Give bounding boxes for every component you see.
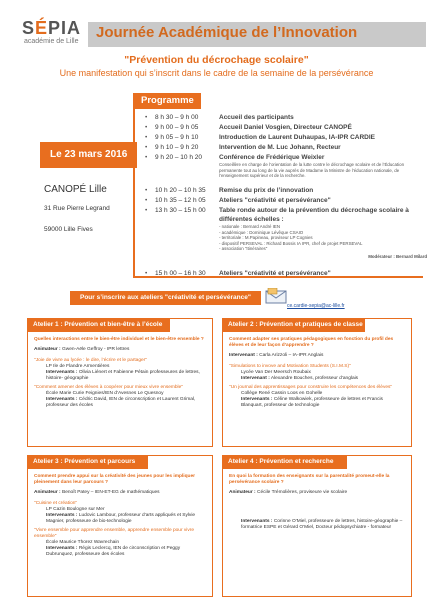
project-speakers: Intervenants : Céline Walkowiek, professeure de lettres et Francis Blanquart, professeur de technologie (241, 397, 383, 408)
schedule-text: Ateliers "créativité et persévérance" (219, 197, 331, 204)
project-title: "Un journal des apprentissages pour construire les compétences des élèves" (229, 385, 393, 390)
bullet-icon: • (145, 134, 148, 141)
atelier-4-card (222, 455, 412, 597)
event-subtitle: "Prévention du décrochage scolaire" (124, 54, 309, 66)
atelier-3-card (27, 455, 213, 597)
schedule-text: Remise du prix de l’innovation (219, 187, 314, 194)
panel-member: - association "Itinéraires" (219, 246, 268, 252)
logo-wordmark: SÉPIA (22, 18, 82, 38)
schedule-item (145, 123, 430, 132)
sepia-logo (22, 18, 88, 50)
registration-banner: Pour s’inscrire aux ateliers "créativité et persévérance" (70, 291, 261, 305)
schedule-time: 9 h 05 – 9 h 10 (155, 134, 199, 141)
panel-member: - nationale : Bernard André IEN (219, 224, 281, 229)
schedule-item (145, 133, 430, 142)
project-speakers: Intervenants : Régis Leclercq, IEN de circonscription et Peggy Dubrunquez, professeure des écoles (46, 546, 181, 557)
project-speakers: Intervenants : Ludovic Lambour, professeur d’arts appliqués et Sylvie Magnier, professeure de bio-technologie (46, 513, 196, 524)
project-title: "Simulations to invove and Motivation Students (S.I.M.S)" (229, 364, 351, 369)
atelier-title: Atelier 1 : Prévention et bien-être à l’école (28, 319, 170, 332)
venue-address-city: 59000 Lille Fives (44, 226, 93, 233)
atelier-question: En quoi la formation des enseignants sur la parentalité promeut-elle la persévérance scolaire ? (229, 474, 390, 485)
bullet-icon: • (145, 154, 148, 161)
atelier-body (34, 474, 207, 558)
project-school: École Maurice Thorez Wavrechain (46, 540, 120, 545)
panel-member: - académique : Dominique Lévêque CSAIO (219, 229, 304, 235)
atelier-question: Comment adapter ses pratiques pédagogiques en fonction du profil des élèves et de leur façon d’apprendre ? (229, 337, 394, 348)
schedule-item (145, 206, 430, 268)
schedule-text: Accueil Daniel Vosgien, Directeur CANOPÉ (219, 124, 352, 131)
schedule-item (145, 269, 430, 278)
atelier-title: Atelier 4 : Prévention et recherche (223, 456, 347, 469)
atelier-animateur: Animateur : Cécile Trémolières, proviseure vie scolaire (229, 490, 348, 495)
schedule-time: 9 h 10 – 9 h 20 (155, 144, 199, 151)
moderator: Modérateur : Bernard Milard (368, 253, 427, 259)
schedule-item (145, 113, 430, 122)
project-speakers: Intervenant : Alexandre Bouches, professeur d’anglais (241, 376, 359, 381)
bullet-icon: • (145, 207, 148, 214)
schedule-title: Conférence de Frédérique Weixler (219, 154, 325, 161)
speaker-note: Conseillère en charge de l’orientation de la lutte contre le décrochage scolaire et de l’Éducation permanente tout au long de la vie auprès de Madame la Ministre de l’éducation nationale, de l’enseignement supérieur et de la recherche. (219, 162, 405, 179)
atelier-body (34, 337, 207, 409)
spacer (229, 501, 406, 519)
venue-address-street: 31 Rue Pierre Legrand (44, 205, 110, 212)
schedule-text: Accueil des participants (219, 114, 294, 121)
schedule-time: 8 h 30 – 9 h 00 (155, 114, 199, 121)
event-tagline: Une manifestation qui s’inscrit dans le cadre de la semaine de la persévérance (59, 68, 374, 78)
project-speakers: Intervenants : Corinne O’Miel, professeure de lettres, histoire-géographie – formatrice ESPE et Gérard O’Miel, Docteur pédopsychiatre - formateur (241, 519, 403, 530)
schedule-time: 13 h 30 – 15 h 00 (155, 207, 206, 214)
project-title: "Joie de vivre au lycée : le dire, l’écrire et le partager" (34, 358, 147, 363)
project-speakers: Intervenants : Cédric David, IEN de circonscription et Laurent Grimal, professeur des écoles (46, 397, 196, 408)
schedule-item (145, 196, 430, 205)
atelier-body (229, 474, 406, 531)
project-school: LP Cazin Boulogne sur Mer (46, 507, 105, 512)
atelier-animateur: Intervenant : Carla Arizzoli – IA-IPR Anglais (229, 353, 324, 358)
schedule-time: 15 h 00 – 16 h 30 (155, 270, 206, 277)
bullet-icon: • (145, 197, 148, 204)
panel-member: - dispositif PERSEVAL : Richard Bossis IA IPR, chef de projet PERSEVAL (219, 240, 363, 246)
atelier-title: Atelier 2 : Prévention et pratiques de classe (223, 319, 365, 332)
atelier-2-card (222, 318, 412, 447)
schedule-text (219, 153, 427, 179)
event-date: Le 23 mars 2016 (40, 142, 137, 168)
atelier-question: Comment prendre appui sur la créativité des jeunes pour les impliquer pleinement dans leur parcours ? (34, 474, 196, 485)
bullet-icon: • (145, 187, 148, 194)
project-title: "Vivre ensemble pour apprendre ensemble, apprendre ensemble pour vivre ensemble" (34, 528, 195, 539)
panel-member: - territoriale : M.Papineau, proviseur LP Cognies (219, 235, 313, 241)
schedule-text: Intervention de M. Luc Johann, Recteur (219, 144, 341, 151)
schedule-text: Introduction de Laurent Duhaupas, IA-IPR CARDIE (219, 134, 376, 141)
schedule-title: Table ronde autour de la prévention du décrochage scolaire à différentes échelles : (219, 207, 409, 223)
project-school: LP Ile de Flandre Armentières (46, 364, 110, 369)
bullet-icon: • (145, 270, 148, 277)
schedule-item (145, 143, 430, 152)
schedule-item (145, 186, 430, 195)
project-school: Collège René Cassin Loos en Gohelle (241, 391, 323, 396)
programme-tab: Programme (133, 93, 201, 109)
schedule-item (145, 153, 430, 185)
atelier-animateur: Animateur : Gwen-Aële Geffroy - IPR lettres (34, 347, 130, 352)
project-school: Lycée Van Der Meersch Roubaix (241, 370, 311, 375)
project-title: "Cuisine et création" (34, 501, 78, 506)
header (0, 0, 433, 50)
project-school: École Marie Curie Feignies/IEN d’Avesnes Le Quesnoy (46, 391, 164, 396)
mail-icon (265, 288, 287, 304)
schedule (145, 113, 430, 279)
schedule-time: 9 h 00 – 9 h 05 (155, 124, 199, 131)
atelier-animateur: Animateur : Benoît Patey – IEN-ET-EG de mathématiques (34, 490, 160, 495)
atelier-title: Atelier 3 : Prévention et parcours (28, 456, 148, 469)
project-speakers: Intervenants : Olivia Liénert et Fabienne Pétain professeures de lettres, histoire- géographie (46, 370, 200, 381)
project-title: "Comment amener des élèves à coopérer pour mieux vivre ensemble" (34, 385, 183, 390)
schedule-time: 10 h 35 – 12 h 05 (155, 197, 206, 204)
logo-subtitle: académie de Lille (24, 38, 79, 45)
schedule-text: Ateliers "créativité et persévérance" (219, 270, 331, 277)
atelier-question: Quelles interactions entre le bien-être individuel et le bien-être ensemble ? (34, 337, 204, 342)
atelier-1-card (27, 318, 213, 447)
bullet-icon: • (145, 114, 148, 121)
atelier-body (229, 337, 406, 409)
bullet-icon: • (145, 124, 148, 131)
page-title: Journée Académique de l’Innovation (96, 24, 358, 41)
venue-name: CANOPÉ Lille (44, 184, 107, 195)
schedule-time: 10 h 20 – 10 h 35 (155, 187, 206, 194)
bullet-icon: • (145, 144, 148, 151)
registration-email-link[interactable]: ce.cardie-sepia@ac-lille.fr (287, 303, 345, 309)
schedule-text (219, 206, 427, 261)
schedule-time: 9 h 20 – 10 h 20 (155, 154, 202, 161)
programme-bracket-bottom (133, 167, 135, 276)
